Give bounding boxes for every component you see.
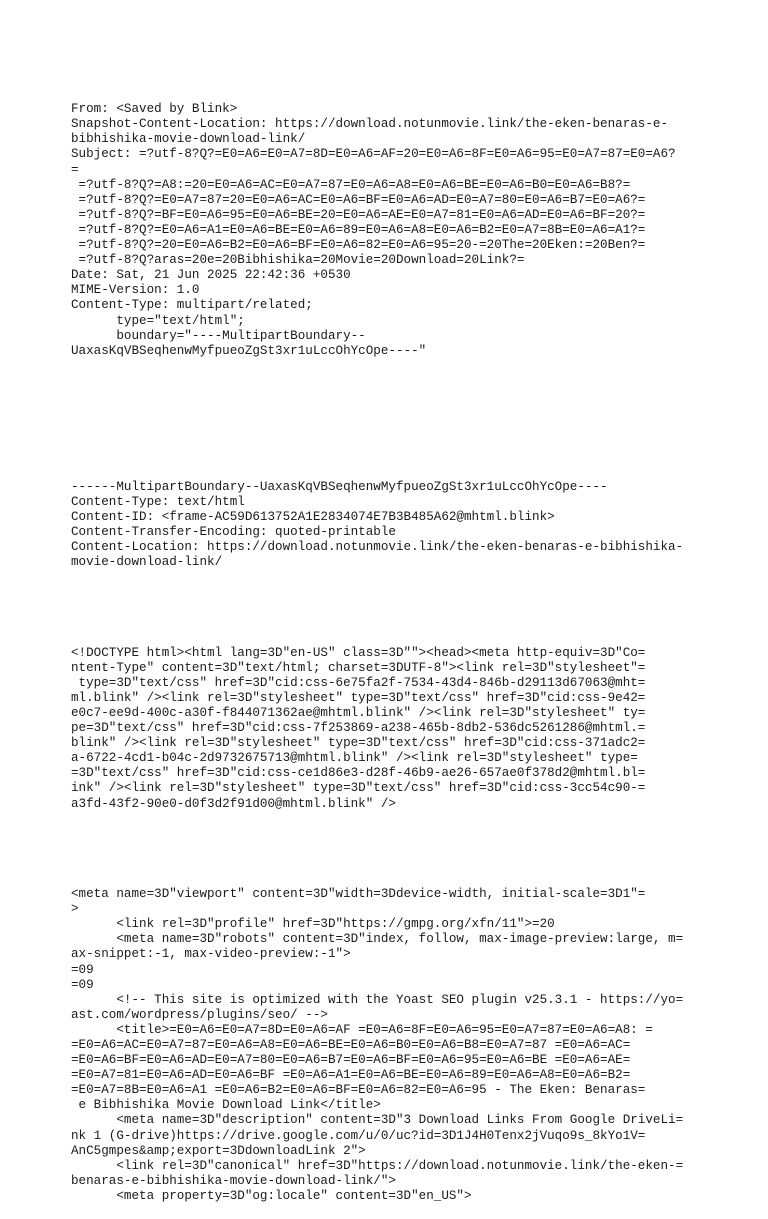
text-line: type="text/html"; [71,313,245,328]
multipart-part-header [71,480,711,571]
text-line: UaxasKqVBSeqhenwMyfpueoZgSt3xr1uLccOhYcOpe----" [71,343,427,358]
text-line: type=3D"text/css" href=3D"cid:css-6e75fa2f-7534-43d4-846b-d29113d67063@mht= [71,675,646,690]
text-line: Content-ID: <frame-AC59D613752A1E2834074E7B3B485A62@mhtml.blink> [71,509,555,524]
mhtml-source-document [71,72,711,1219]
text-line: a-6722-4cd1-b04c-2d9732675713@mhtml.blink" /><link rel=3D"stylesheet" type= [71,751,638,766]
text-line: ------MultipartBoundary--UaxasKqVBSeqhenwMyfpueoZgSt3xr1uLccOhYcOpe---- [71,479,608,494]
blank-line [71,842,711,857]
text-line: ast.com/wordpress/plugins/seo/ --> [71,1007,328,1022]
text-line: Subject: =?utf-8?Q?=E0=A6=E0=A7=8D=E0=A6=AF=20=E0=A6=8F=E0=A6=95=E0=A7=87=E0=A6? [71,147,676,162]
text-line: <title>=E0=A6=E0=A7=8D=E0=A6=AF =E0=A6=8F=E0=A6=95=E0=A7=87=E0=A6=A8: = [71,1022,653,1037]
text-line: =?utf-8?Q?=E0=A7=87=20=E0=A6=AC=E0=A6=BF=E0=A6=AD=E0=A7=80=E0=A6=B7=E0=A6?= [71,192,646,207]
blank-line [71,434,711,449]
text-line: =E0=A6=AC=E0=A7=87=E0=A6=A8=E0=A6=BE=E0=A6=B0=E0=A6=B8=E0=A7=87 =E0=A6=AC= [71,1038,631,1052]
text-line: bibhishika-movie-download-link/ [71,132,306,147]
text-line: e0c7-ee9d-400c-a30f-f844071362ae@mhtml.blink" /><link rel=3D"stylesheet" ty= [71,705,646,720]
text-line: Content-Location: https://download.notunmovie.link/the-eken-benaras-e-bibhishika- [71,539,684,554]
blank-line [71,389,711,404]
text-line: =09 [71,962,94,977]
text-line: =?utf-8?Q?=A8:=20=E0=A6=AC=E0=A7=87=E0=A6=A8=E0=A6=BE=E0=A6=B0=E0=A6=B8?= [71,177,631,192]
text-line: e Bibhishika Movie Download Link</title> [71,1098,381,1113]
text-line: =?utf-8?Q?aras=20e=20Bibhishika=20Movie=20Download=20Link?= [71,253,525,268]
text-line: <!-- This site is optimized with the Yoast SEO plugin v25.3.1 - https://yo= [71,992,684,1007]
text-line: Content-Transfer-Encoding: quoted-printable [71,524,396,539]
text-line: =?utf-8?Q?=20=E0=A6=B2=E0=A6=BF=E0=A6=82=E0=A6=95=20-=20The=20Eken:=20Ben?= [71,238,646,253]
text-line: movie-download-link/ [71,555,223,569]
text-line: From: <Saved by Blink> [71,102,238,117]
text-line: MIME-Version: 1.0 [71,283,200,298]
text-line: boundary="----MultipartBoundary-- [71,328,366,343]
blank-line [71,600,711,615]
text-line: nk 1 (G-drive)https://drive.google.com/u/0/uc?id=3D1J4H0Tenx2jVuqo9s_8kYo1V= [71,1128,646,1143]
text-line: =09 [71,977,94,992]
text-line: blink" /><link rel=3D"stylesheet" type=3D"text/css" href=3D"cid:css-371adc2= [71,736,646,751]
text-line: <meta name=3D"description" content=3D"3 Download Links From Google DriveLi= [71,1113,684,1128]
text-line: > [71,902,79,917]
text-line: <link rel=3D"profile" href=3D"https://gmpg.org/xfn/11">=20 [71,917,555,932]
text-line: =?utf-8?Q?=BF=E0=A6=95=E0=A6=BE=20=E0=A6=AE=E0=A7=81=E0=A6=AD=E0=A6=BF=20?= [71,207,646,222]
text-line: Snapshot-Content-Location: https://download.notunmovie.link/the-eken-benaras-e- [71,117,669,132]
text-line: a3fd-43f2-90e0-d0f3d2f91d00@mhtml.blink" /> [71,796,396,811]
html-source-meta-tags [71,887,711,1204]
text-line: = [71,162,79,177]
text-line: pe=3D"text/css" href=3D"cid:css-7f253869-a238-465b-8db2-536dc5261286@mhtml.= [71,721,646,736]
text-line: =E0=A6=BF=E0=A6=AD=E0=A7=80=E0=A6=B7=E0=A6=BF=E0=A6=95=E0=A6=BE =E0=A6=AE= [71,1053,631,1068]
html-source-head-links [71,646,711,812]
mime-header-block [71,102,711,359]
text-line: ntent-Type" content=3D"text/html; charset=3DUTF-8"><link rel=3D"stylesheet"= [71,660,646,675]
text-line: <link rel=3D"canonical" href=3D"https://download.notunmovie.link/the-eken-= [71,1158,684,1173]
text-line: ax-snippet:-1, max-video-preview:-1"> [71,947,351,962]
text-line: benaras-e-bibhishika-movie-download-link/"> [71,1173,396,1188]
text-line: <meta name=3D"robots" content=3D"index, follow, max-image-preview:large, m= [71,932,684,947]
text-line: =E0=A7=8B=E0=A6=A1 =E0=A6=B2=E0=A6=BF=E0=A6=82=E0=A6=95 - The Eken: Benaras= [71,1083,646,1098]
text-line: =?utf-8?Q?=E0=A6=A1=E0=A6=BE=E0=A6=89=E0=A6=A8=E0=A6=B2=E0=A7=8B=E0=A6=A1?= [71,222,646,237]
text-line: <meta name=3D"viewport" content=3D"width=3Ddevice-width, initial-scale=3D1"= [71,887,646,902]
text-line: ink" /><link rel=3D"stylesheet" type=3D"text/css" href=3D"cid:css-3cc54c90-= [71,781,646,796]
text-line: =E0=A7=81=E0=A6=AD=E0=A6=BF =E0=A6=A1=E0=A6=BE=E0=A6=89=E0=A6=A8=E0=A6=B2= [71,1068,631,1083]
text-line: Content-Type: text/html [71,494,245,509]
text-line: ml.blink" /><link rel=3D"stylesheet" type=3D"text/css" href=3D"cid:css-9e42= [71,690,646,705]
text-line: <!DOCTYPE html><html lang=3D"en-US" class=3D""><head><meta http-equiv=3D"Co= [71,645,646,660]
text-line: AnC5gmpes&amp;export=3DdownloadLink 2"> [71,1143,366,1158]
text-line: Date: Sat, 21 Jun 2025 22:42:36 +0530 [71,268,351,283]
text-line: Content-Type: multipart/related; [71,298,313,313]
text-line: =3D"text/css" href=3D"cid:css-ce1d86e3-d28f-46b9-ae26-657ae0f378d2@mhtml.bl= [71,766,646,781]
text-line: <meta property=3D"og:locale" content=3D"en_US"> [71,1188,472,1203]
